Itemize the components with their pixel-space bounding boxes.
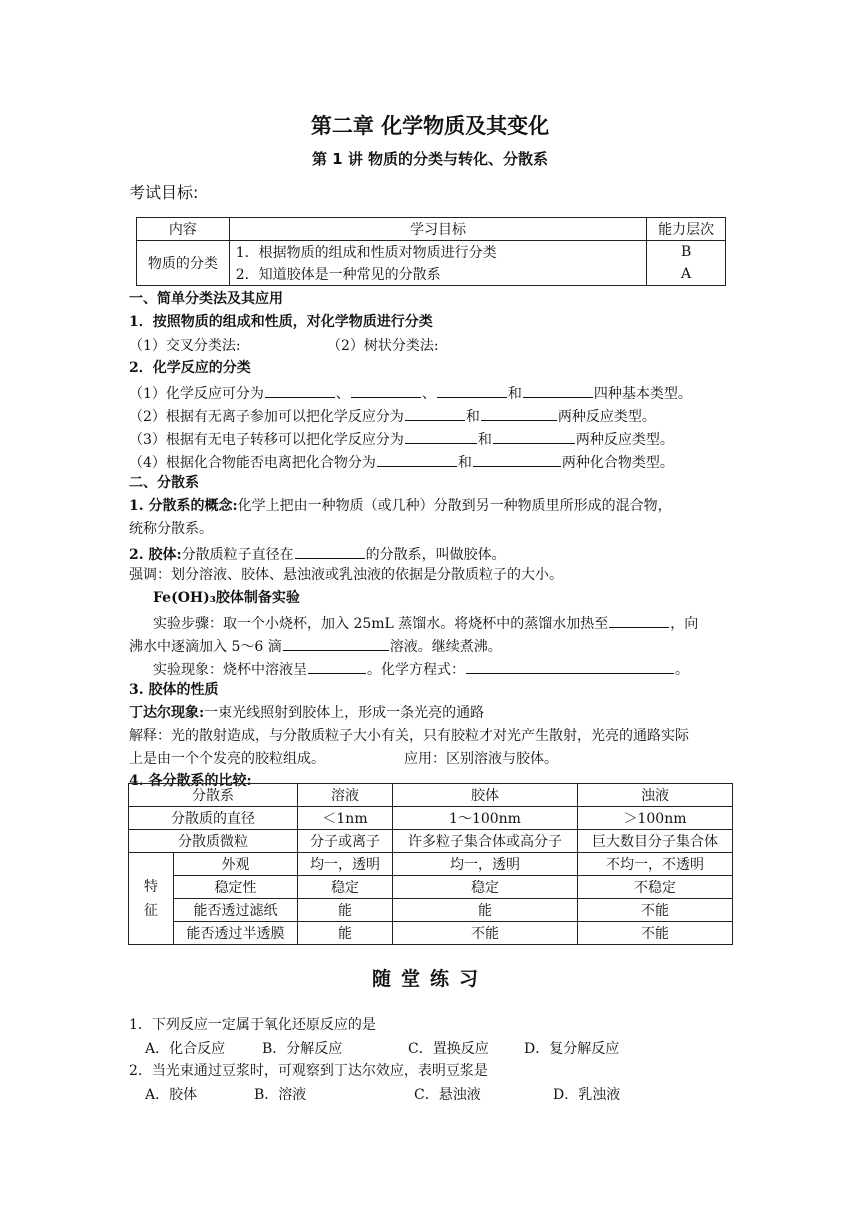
text: 。化学方程式： (367, 662, 465, 678)
section2-heading: 二、分散系 (129, 475, 199, 491)
header-goal: 学习目标 (229, 218, 647, 241)
q2-option-c: C．悬浊液 (414, 1087, 481, 1103)
level-item-1: B (647, 241, 726, 264)
blank (481, 407, 557, 421)
cell: 不能 (393, 922, 578, 945)
dispersion-concept-cont: 统称分散系。 (129, 521, 213, 537)
blank (405, 407, 465, 421)
text: 的分散系，叫做胶体。 (365, 547, 506, 563)
experiment-phenomenon (153, 660, 689, 677)
cell: 稳定性 (174, 876, 298, 899)
label: 2. 胶体: (129, 547, 182, 563)
section1-item2-heading: 2．化学反应的分类 (129, 360, 251, 376)
text: 一束光线照射到胶体上，形成一条光亮的通路 (204, 705, 485, 721)
cell: ＜1nm (298, 807, 393, 830)
goal-table-header (137, 218, 726, 241)
text: 两种反应类型。 (557, 409, 656, 425)
exam-goal-label: 考试目标: (129, 183, 199, 202)
cell: 外观 (174, 853, 298, 876)
cell: 不稳定 (578, 876, 733, 899)
blank (437, 384, 507, 398)
cell: 巨大数目分子集合体 (578, 830, 733, 853)
cell: 均一，透明 (393, 853, 578, 876)
header-system: 分散系 (129, 784, 298, 807)
text: 、 (335, 386, 350, 402)
blank (405, 430, 477, 444)
comparison-header (129, 784, 733, 807)
q2-option-b: B．溶液 (254, 1087, 307, 1103)
colloid-properties-heading: 3. 胶体的性质 (129, 682, 219, 698)
text: 和 (477, 432, 492, 448)
comparison-heading: 4. 各分散系的比较: (129, 773, 252, 789)
header-solution: 溶液 (298, 784, 393, 807)
header-suspension: 浊液 (578, 784, 733, 807)
goal-item-2: 2．知道胶体是一种常见的分散系 (229, 263, 647, 286)
blank (265, 384, 335, 398)
cell: 1～100nm (393, 807, 578, 830)
text: 和 (465, 409, 480, 425)
row-label: 物质的分类 (137, 241, 230, 286)
cell: 能 (298, 922, 393, 945)
q1-option-d: D．复分解反应 (524, 1041, 620, 1057)
q1-option-b: B．分解反应 (262, 1041, 343, 1057)
section1-heading: 一、简单分类法及其应用 (129, 291, 283, 307)
blank (493, 430, 575, 444)
blank (308, 660, 366, 674)
text: 化学上把由一种物质（或几种）分散到另一种物质里所形成的混合物， (237, 498, 672, 514)
question-1: 1．下列反应一定属于氧化还原反应的是 (129, 1017, 376, 1033)
level-item-2: A (647, 263, 726, 286)
text: 实验步骤：取一个小烧杯，加入 25mL 蒸馏水。将烧杯中的蒸馏水加热至 (153, 616, 609, 632)
q1-option-c: C．置换反应 (408, 1041, 489, 1057)
cell: 不均一，不透明 (578, 853, 733, 876)
text: 和 (457, 455, 472, 471)
question-2: 2．当光束通过豆浆时，可观察到丁达尔效应，表明豆浆是 (129, 1063, 488, 1079)
practice-title: 随堂练习 (371, 968, 488, 990)
table-row (129, 853, 733, 876)
text: 四种基本类型。 (593, 386, 692, 402)
cell: ＞100nm (578, 807, 733, 830)
blank (295, 545, 365, 559)
cell: 许多粒子集合体或高分子 (393, 830, 578, 853)
tyndall-effect (129, 706, 484, 720)
explanation-line-2: 上是由一个个发亮的胶粒组成。 (129, 751, 325, 767)
section1-item1-heading: 1．按照物质的组成和性质，对化学物质进行分类 (129, 314, 433, 330)
blank (473, 453, 561, 467)
text: 分散质粒子直径在 (181, 547, 294, 563)
table-row (129, 922, 733, 945)
text: 沸水中逐滴加入 5～6 滴 (129, 639, 282, 655)
cell: 能否透过滤纸 (174, 899, 298, 922)
text: （1）化学反应可分为 (129, 386, 264, 402)
header-level: 能力层次 (647, 218, 726, 241)
cell: 稳定 (298, 876, 393, 899)
q1-option-a: A．化合反应 (145, 1041, 226, 1057)
experiment-steps (153, 614, 698, 631)
text: 。 (675, 662, 689, 678)
text: 溶液。继续煮沸。 (389, 639, 502, 655)
cell: 分子或离子 (298, 830, 393, 853)
label: 丁达尔现象: (129, 705, 205, 721)
reaction-line-1 (129, 384, 692, 401)
table-row (129, 830, 733, 853)
cell: 能 (298, 899, 393, 922)
text: （3）根据有无电子转移可以把化学反应分为 (129, 432, 404, 448)
goal-item-1: 1．根据物质的组成和性质对物质进行分类 (229, 241, 647, 264)
colloid-definition (129, 545, 506, 562)
text: 、 (421, 386, 436, 402)
cell: 分散质的直径 (129, 807, 298, 830)
goal-table (136, 217, 726, 286)
blank (351, 384, 421, 398)
emphasis-note: 强调：划分溶液、胶体、悬浊液或乳浊液的依据是分散质粒子的大小。 (129, 567, 563, 583)
feature-label (129, 853, 174, 945)
header-content: 内容 (137, 218, 230, 241)
cell: 分散质微粒 (129, 830, 298, 853)
cross-classification: （1）交叉分类法: (129, 338, 241, 354)
reaction-line-2 (129, 407, 656, 424)
text: 和 (507, 386, 522, 402)
text: （4）根据化合物能否电离把化合物分为 (129, 455, 376, 471)
tree-classification: （2）树状分类法: (327, 338, 439, 354)
header-colloid: 胶体 (393, 784, 578, 807)
text: 两种反应类型。 (575, 432, 674, 448)
reaction-line-4 (129, 453, 674, 470)
blank (283, 637, 389, 651)
experiment-title: Fe(OH)₃胶体制备实验 (153, 590, 300, 606)
reaction-line-3 (129, 430, 674, 447)
chapter-title: 第二章 化学物质及其变化 (310, 114, 550, 138)
q2-option-a: A．胶体 (145, 1087, 198, 1103)
table-row (129, 899, 733, 922)
dispersion-concept (129, 499, 672, 513)
goal-table-row (137, 241, 726, 264)
q2-option-d: D．乳浊液 (553, 1087, 621, 1103)
feature-label-char-1: 特 (144, 878, 158, 895)
explanation-line-1: 解释：光的散射造成，与分散质粒子大小有关，只有胶粒才对光产生散射，光亮的通路实际 (129, 728, 689, 744)
experiment-steps-cont (129, 637, 502, 654)
table-row (129, 807, 733, 830)
lesson-subtitle: 第 1 讲 物质的分类与转化、分散系 (311, 150, 549, 168)
text: 两种化合物类型。 (561, 455, 674, 471)
blank (466, 660, 674, 674)
blank (523, 384, 593, 398)
cell: 稳定 (393, 876, 578, 899)
comparison-table (128, 783, 733, 945)
text: （2）根据有无离子参加可以把化学反应分为 (129, 409, 404, 425)
feature-label-char-2: 征 (144, 902, 158, 919)
cell: 能否透过半透膜 (174, 922, 298, 945)
label: 1. 分散系的概念: (129, 498, 238, 514)
cell: 能 (393, 899, 578, 922)
blank (609, 614, 669, 628)
cell: 不能 (578, 899, 733, 922)
text: 实验现象：烧杯中溶液呈 (153, 662, 307, 678)
application-note: 应用：区别溶液与胶体。 (404, 751, 558, 767)
blank (377, 453, 457, 467)
cell: 不能 (578, 922, 733, 945)
table-row (129, 876, 733, 899)
text: ，向 (670, 616, 699, 632)
cell: 均一，透明 (298, 853, 393, 876)
